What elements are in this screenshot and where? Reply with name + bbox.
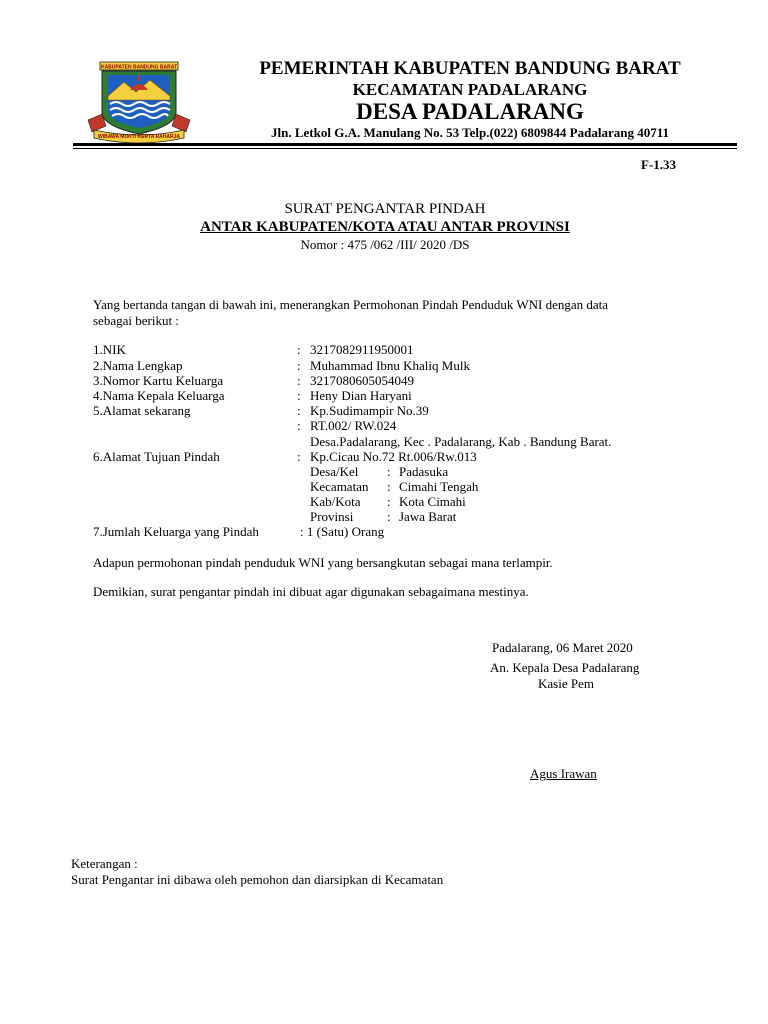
intro-line-1: Yang bertanda tangan di bawah ini, menerangkan Permohonan Pindah Penduduk WNI dengan data: [93, 297, 609, 312]
field-value-current-address: Kp.Sudimampir No.39: [310, 403, 429, 418]
signature-place-date: Padalarang, 06 Maret 2020: [492, 640, 633, 655]
field-label-current-address: 5.Alamat sekarang: [93, 403, 191, 418]
attachment-paragraph: Adapun permohonan pindah penduduk WNI yang bersangkutan sebagai mana terlampir.: [93, 555, 553, 570]
signature-position: Kasie Pem: [538, 676, 594, 691]
dest-colon-subdistrict: :: [387, 479, 391, 494]
signature-on-behalf: An. Kepala Desa Padalarang: [490, 660, 640, 675]
field-colon-family-card: :: [297, 373, 301, 388]
note-text: Surat Pengantar ini dibawa oleh pemohon dan diarsipkan di Kecamatan: [71, 872, 444, 887]
field-value-nik: 3217082911950001: [310, 342, 414, 357]
signatory-name: Agus Irawan: [530, 766, 597, 781]
document-number: Nomor : 475 /062 /III/ 2020 /DS: [300, 237, 470, 252]
field-colon-rt-rw: :: [297, 418, 301, 433]
field-value-village-district: Desa.Padalarang, Kec . Padalarang, Kab . Bandung Barat.: [310, 434, 612, 449]
field-value-destination-street: Kp.Cicau No.72 Rt.006/Rw.013: [310, 449, 477, 464]
letterhead-district: KECAMATAN PADALARANG: [352, 80, 588, 99]
field-label-destination: 6.Alamat Tujuan Pindah: [93, 449, 220, 464]
note-heading: Keterangan :: [71, 856, 138, 871]
svg-text:WIBAWA MUKTI KERTA RAHARJA: WIBAWA MUKTI KERTA RAHARJA: [97, 134, 181, 140]
field-colon-current-address: :: [297, 403, 301, 418]
document-title: SURAT PENGANTAR PINDAH: [284, 201, 486, 217]
field-label-head-of-family: 4.Nama Kepala Keluarga: [93, 388, 225, 403]
field-colon-destination: :: [297, 449, 301, 464]
dest-label-city: Kab/Kota: [310, 494, 361, 509]
field-value-rt-rw: RT.002/ RW.024: [310, 418, 397, 433]
form-code: F-1.33: [641, 157, 677, 172]
field-colon-full-name: :: [297, 358, 301, 373]
intro-line-2: sebagai berikut :: [93, 313, 179, 328]
field-colon-head-of-family: :: [297, 388, 301, 403]
dest-colon-province: :: [387, 509, 391, 524]
field-value-family-card: 3217080605054049: [310, 373, 414, 388]
letterhead-address: Jln. Letkol G.A. Manulang No. 53 Telp.(022) 6809844 Padalarang 40711: [271, 125, 669, 140]
field-label-nik: 1.NIK: [93, 342, 126, 357]
dest-label-subdistrict: Kecamatan: [310, 479, 369, 494]
svg-text:KABUPATEN BANDUNG BARAT: KABUPATEN BANDUNG BARAT: [100, 64, 178, 71]
regency-crest-logo: [86, 60, 192, 144]
field-value-full-name: Muhammad Ibnu Khaliq Mulk: [310, 358, 470, 373]
closing-paragraph: Demikian, surat pengantar pindah ini dibuat agar digunakan sebagaimana mestinya.: [93, 584, 529, 599]
dest-value-subdistrict: Cimahi Tengah: [399, 479, 479, 494]
field-value-head-of-family: Heny Dian Haryani: [310, 388, 412, 403]
letterhead-divider-thick: [73, 143, 737, 146]
letterhead-village: DESA PADALARANG: [356, 99, 584, 124]
field-value-family-count: : 1 (Satu) Orang: [300, 524, 385, 539]
dest-value-city: Kota Cimahi: [399, 494, 466, 509]
field-label-family-count: 7.Jumlah Keluarga yang Pindah: [93, 524, 259, 539]
dest-label-village: Desa/Kel: [310, 464, 359, 479]
field-label-family-card: 3.Nomor Kartu Keluarga: [93, 373, 224, 388]
document-subtitle: ANTAR KABUPATEN/KOTA ATAU ANTAR PROVINSI: [200, 219, 570, 235]
field-label-full-name: 2.Nama Lengkap: [93, 358, 183, 373]
dest-colon-village: :: [387, 464, 391, 479]
dest-colon-city: :: [387, 494, 391, 509]
letterhead-government: PEMERINTAH KABUPATEN BANDUNG BARAT: [259, 58, 681, 79]
letterhead-divider-thin: [73, 148, 737, 149]
field-colon-nik: :: [297, 342, 301, 357]
dest-value-province: Jawa Barat: [399, 509, 457, 524]
dest-label-province: Provinsi: [310, 509, 354, 524]
dest-value-village: Padasuka: [399, 464, 449, 479]
